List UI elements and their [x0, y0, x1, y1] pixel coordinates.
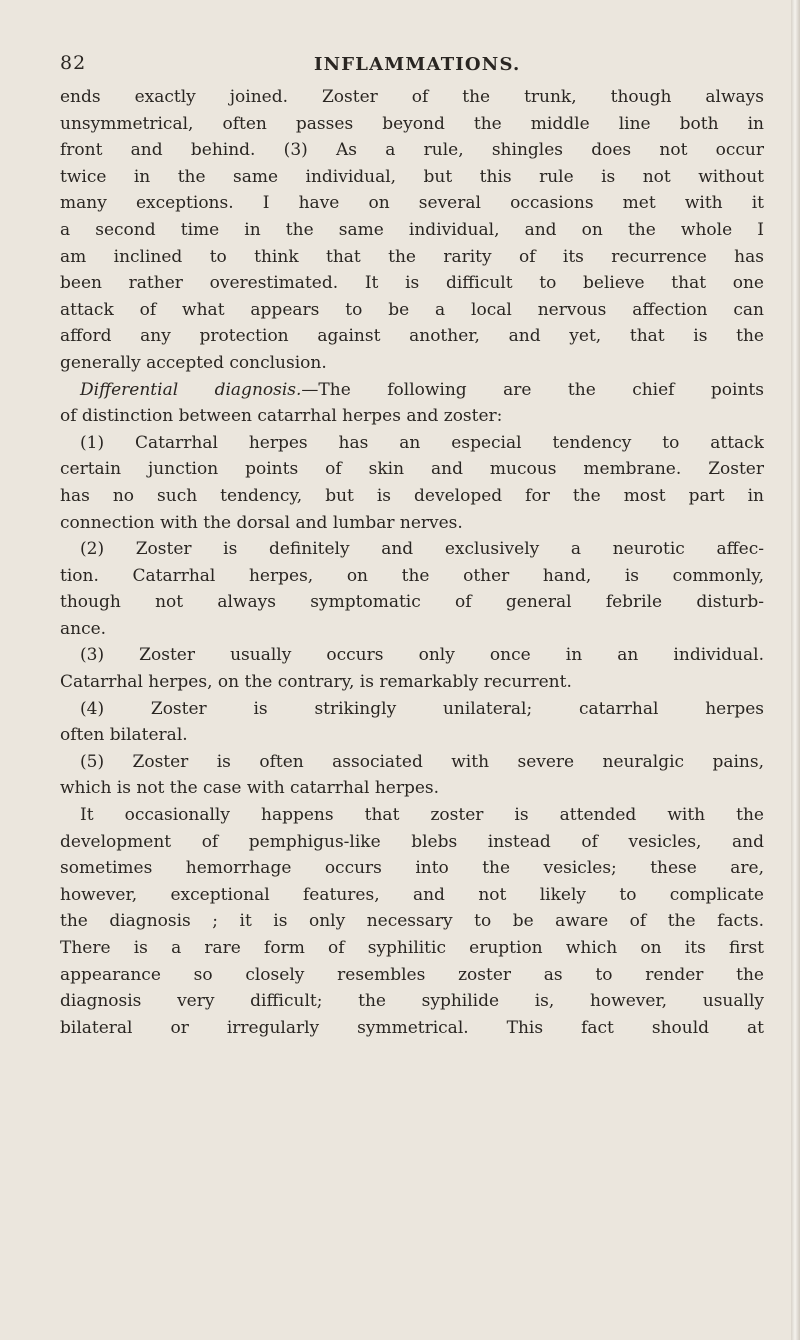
page-number: 82 — [60, 52, 87, 74]
text-line: (4) Zoster is strikingly unilateral; catarrhal herpes — [80, 698, 764, 719]
text-line: front and behind. (3) As a rule, shingles does not occur — [60, 140, 764, 161]
text-line: sometimes hemorrhage occurs into the vesicles; these are, — [60, 858, 764, 879]
text-line: the diagnosis ; it is only necessary to be aware of the facts. — [60, 911, 764, 932]
text-line: (2) Zoster is definitely and exclusively a neurotic affec- — [80, 539, 764, 560]
text-line: generally accepted conclusion. — [60, 352, 327, 373]
text-line: however, exceptional features, and not likely to complicate — [60, 884, 764, 905]
body-text — [60, 84, 764, 1041]
text-line: which is not the case with catarrhal herpes. — [60, 778, 440, 799]
text-line: attack of what appears to be a local nervous affection can — [60, 299, 764, 320]
text-line: It occasionally happens that zoster is attended with the — [80, 805, 764, 826]
text-line: connection with the dorsal and lumbar nerves. — [60, 512, 463, 533]
differential-diagnosis-line — [60, 377, 764, 404]
page-edge — [791, 0, 800, 1340]
text-line: a second time in the same individual, and on the whole I — [60, 219, 764, 240]
text-line: ends exactly joined. Zoster of the trunk, though always — [60, 87, 764, 107]
text-line: though not always symptomatic of general febrile disturb- — [60, 592, 764, 613]
page-header — [60, 52, 760, 76]
text-line: Catarrhal herpes, on the contrary, is remarkably recurrent. — [60, 672, 572, 693]
text-line: ance. — [60, 618, 107, 639]
text-line: am inclined to think that the rarity of its recurrence has — [60, 246, 764, 267]
text-line: many exceptions. I have on several occasions met with it — [60, 193, 764, 214]
text-line: development of pemphigus-like blebs instead of vesicles, and — [60, 831, 764, 852]
text-line: certain junction points of skin and mucous membrane. Zoster — [60, 459, 764, 480]
text-line: often bilateral. — [60, 725, 188, 746]
text-line: of distinction between catarrhal herpes and zoster: — [60, 406, 503, 427]
text-line: afford any protection against another, and yet, that is the — [60, 326, 764, 347]
text-line: been rather overestimated. It is difficult to believe that one — [60, 273, 764, 294]
text-line: bilateral or irregularly symmetrical. This fact should at — [60, 1017, 764, 1038]
running-head: INFLAMMATIONS. — [314, 54, 521, 75]
text-line: has no such tendency, but is developed for the most part in — [60, 485, 764, 506]
text-line: There is a rare form of syphilitic eruption which on its first — [60, 938, 764, 958]
text-line: twice in the same individual, but this rule is not without — [60, 166, 764, 187]
text-line-continuation: —The following are the chief points — [301, 379, 764, 400]
text-line: unsymmetrical, often passes beyond the middle line both in — [60, 113, 764, 134]
text-line: appearance so closely resembles zoster as to render the — [60, 964, 764, 985]
text-line: tion. Catarrhal herpes, on the other hand, is commonly, — [60, 565, 764, 586]
text-line: (5) Zoster is often associated with severe neuralgic pains, — [80, 751, 764, 772]
text-line: (3) Zoster usually occurs only once in an individual. — [80, 645, 764, 666]
text-line: diagnosis very difficult; the syphilide is, however, usually — [60, 991, 764, 1012]
text-line: (1) Catarrhal herpes has an especial tendency to attack — [80, 432, 764, 453]
differential-diagnosis-heading: Differential diagnosis. — [80, 379, 302, 400]
